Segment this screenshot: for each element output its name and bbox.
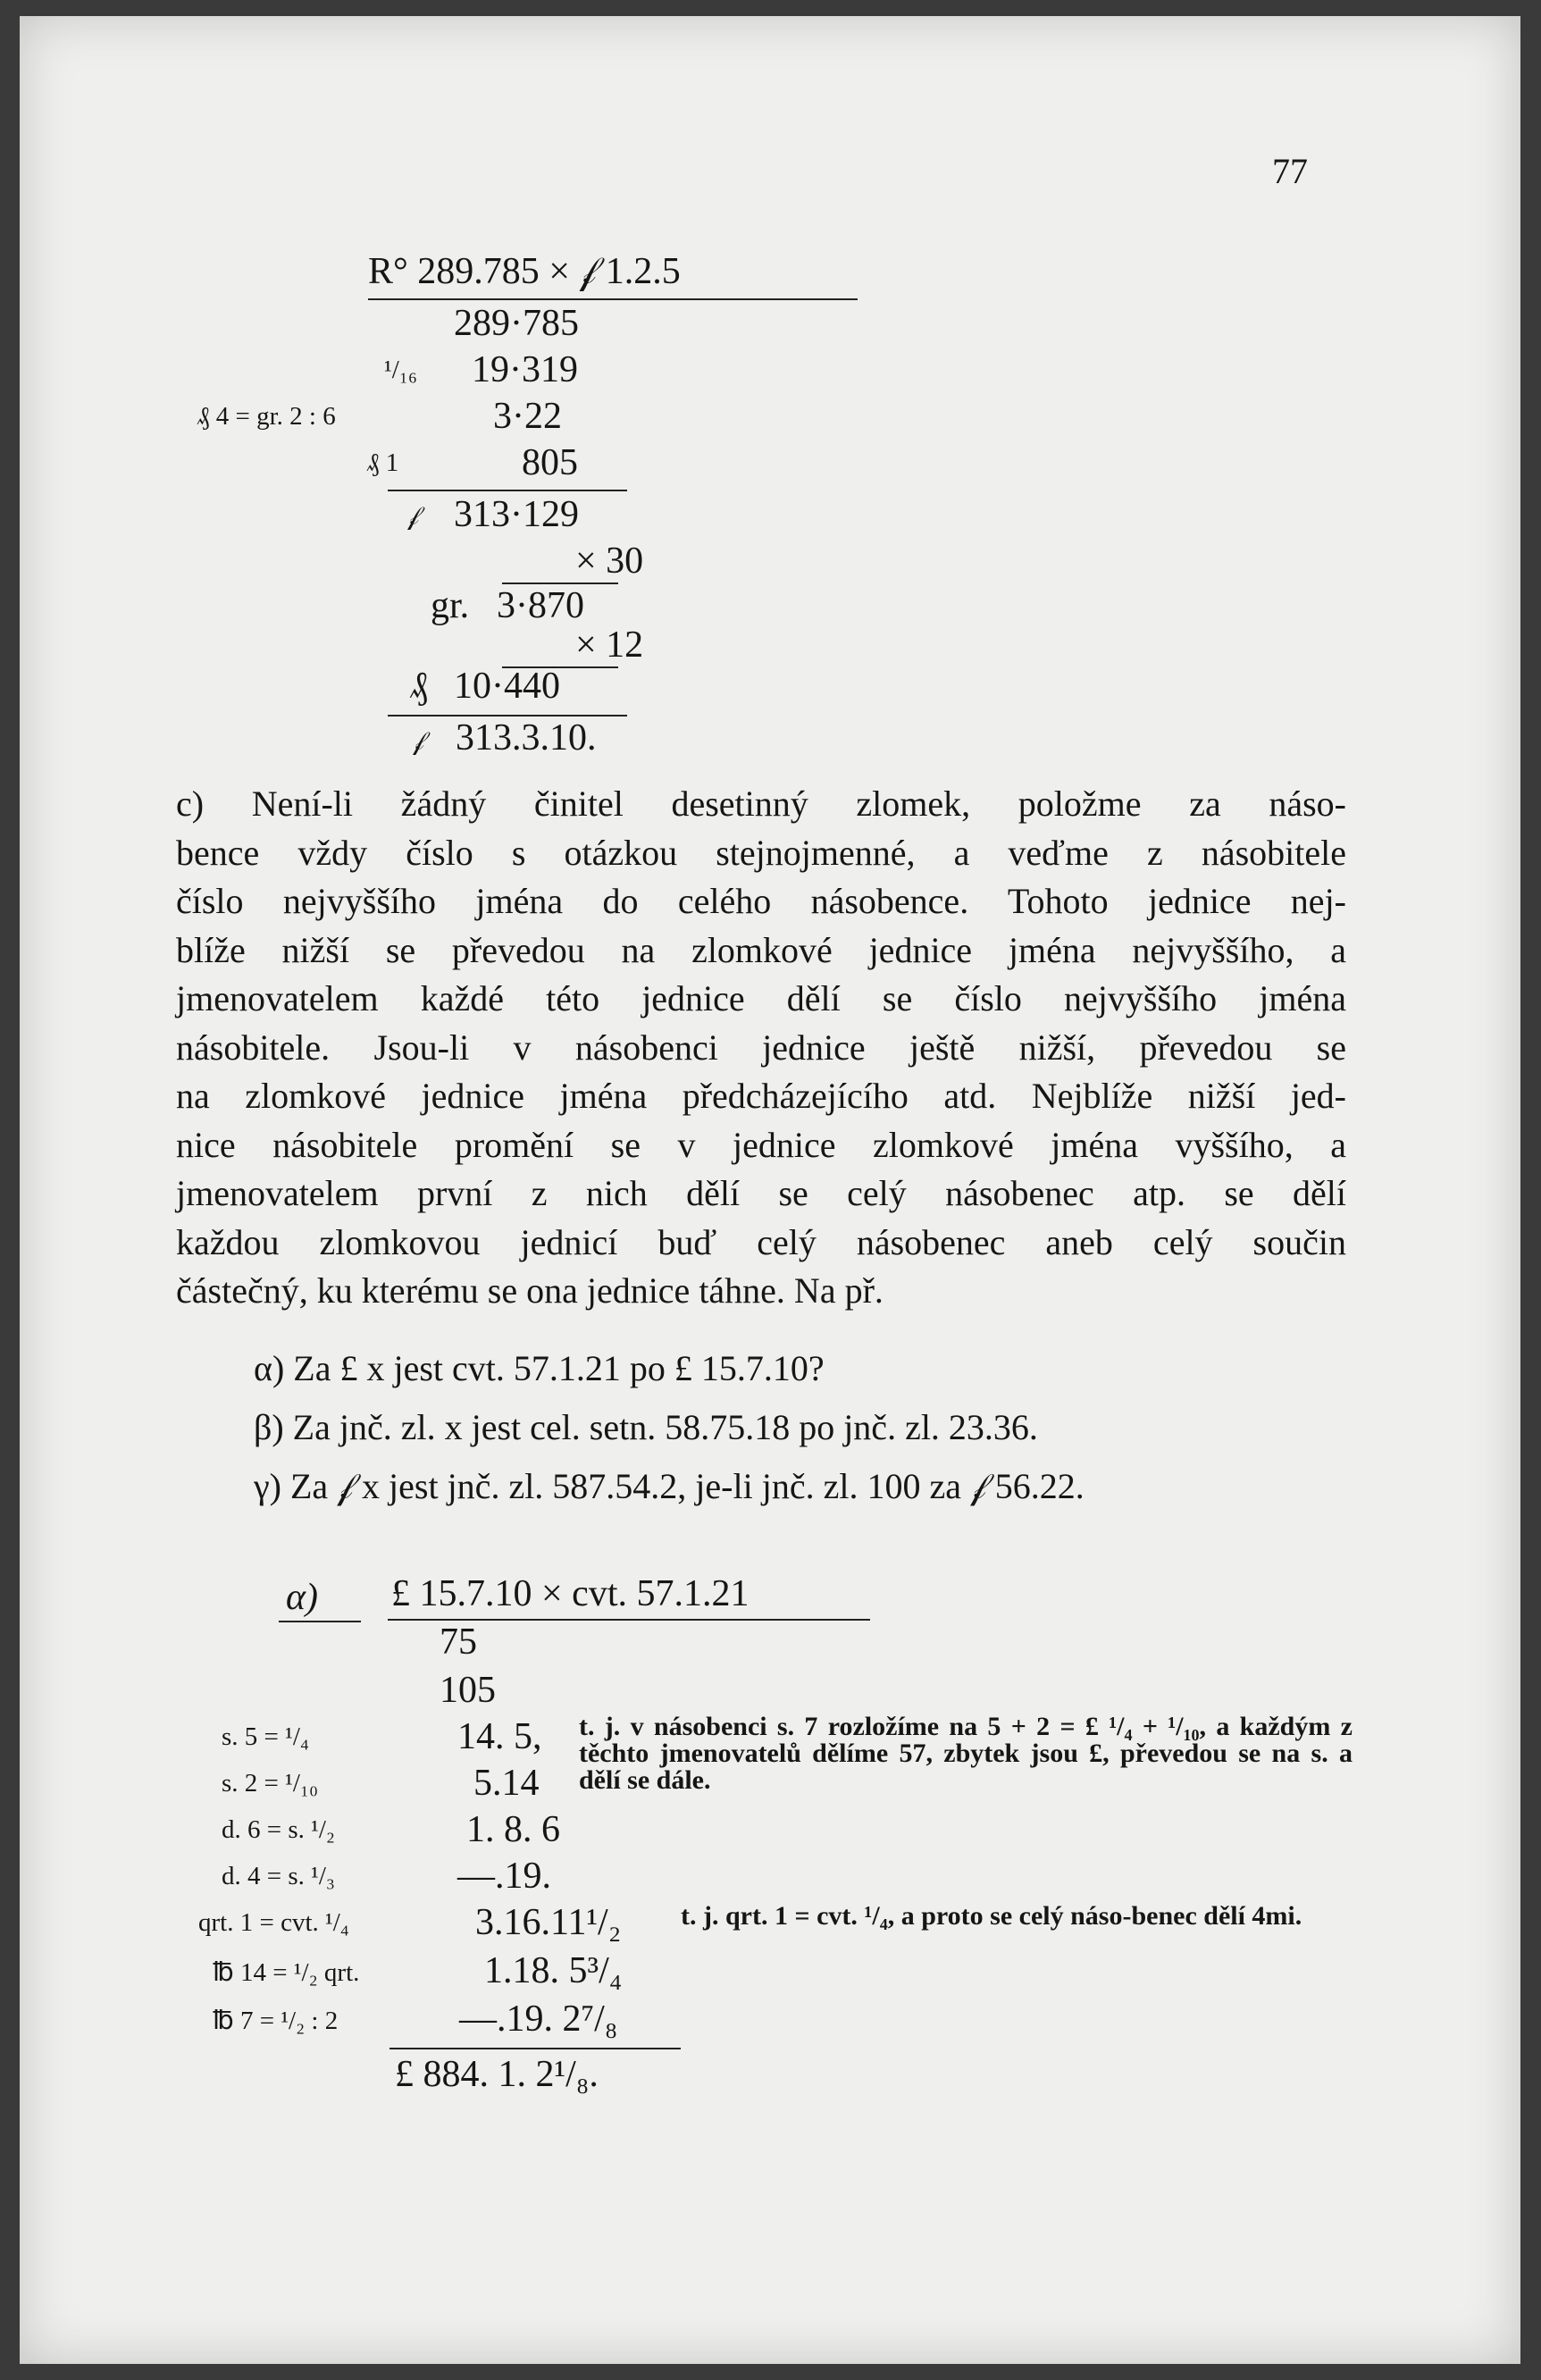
calc2-line-label: d. 6 = s. ¹/₂ bbox=[222, 1815, 336, 1844]
calc1-row-label: gr. bbox=[431, 585, 470, 626]
paragraph-c bbox=[176, 780, 1346, 1316]
paragraph-line: nice násobitele promění se v jednice zlomkové jména vyššího, a bbox=[176, 1124, 1346, 1165]
paragraph-line: číslo nejvyššího jména do celého násobence. Tohoto jednice nej- bbox=[176, 881, 1346, 921]
page-number: 77 bbox=[1272, 151, 1308, 191]
calc2-total-rule bbox=[389, 2048, 681, 2049]
question-alpha: α) Za £ x jest cvt. 57.1.21 po £ 15.7.10? bbox=[254, 1348, 825, 1388]
calc1-row-label: ₰ 4 = gr. 2 : 6 bbox=[197, 402, 336, 431]
paragraph-line: jmenovatelem každé této jednice dělí se číslo nejvyššího jména bbox=[176, 978, 1346, 1018]
calc2-label: α) bbox=[286, 1577, 319, 1618]
calc1-multiplier: × 12 bbox=[575, 624, 644, 666]
calc2-line-label: s. 2 = ¹/₁₀ bbox=[222, 1769, 319, 1798]
calc1-row-value: 3·870 bbox=[497, 585, 584, 626]
calc1-multiplier: × 30 bbox=[575, 541, 644, 582]
calc1-row-label: 𝒻 bbox=[407, 502, 419, 531]
calc2-line-value: —.19. 2⁷/₈ bbox=[459, 1999, 618, 2040]
calc1-row-value: 289·785 bbox=[454, 303, 579, 344]
calc1-header: R° 289.785 × 𝒻 1.2.5 bbox=[368, 251, 681, 292]
calc2-line-value: 1.18. 5³/₄ bbox=[484, 1950, 623, 1991]
calc2-line-value: 75 bbox=[440, 1622, 477, 1663]
calc2-label-underline bbox=[279, 1621, 361, 1622]
paragraph-line: blíže nižší se převedou na zlomkové jednice jména nejvyššího, a bbox=[176, 929, 1346, 970]
calc2-note-2: t. j. qrt. 1 = cvt. ¹/₄, a proto se celý náso-benec dělí 4mi. bbox=[681, 1901, 1302, 1931]
calc1-result: 313.3.10. bbox=[456, 717, 597, 758]
paragraph-line: c) Není-li žádný činitel desetinný zlomek, položme za náso- bbox=[176, 784, 1346, 824]
paragraph-line: jmenovatelem první z nich dělí se celý násobenec atp. se dělí bbox=[176, 1173, 1346, 1213]
question-beta: β) Za jnč. zl. x jest cel. setn. 58.75.18 po jnč. zl. 23.36. bbox=[254, 1407, 1038, 1447]
calc2-line-value: 105 bbox=[440, 1670, 496, 1711]
calc1-row-value: 313·129 bbox=[454, 494, 579, 535]
calc2-line-label: s. 5 = ¹/₄ bbox=[222, 1722, 310, 1751]
calc1-row-value: 19·319 bbox=[472, 349, 578, 390]
calc1-rule bbox=[388, 490, 627, 491]
calc1-row-value: 10·440 bbox=[454, 666, 560, 707]
calc1-row-label: 𝒻 bbox=[413, 727, 424, 756]
calc1-row-value: 805 bbox=[522, 442, 578, 483]
calc2-line-value: 3.16.11¹/₂ bbox=[475, 1902, 622, 1943]
calc1-row-label: ¹/₁₆ bbox=[384, 356, 417, 384]
calc2-line-label: ℔ 7 = ¹/₂ : 2 bbox=[213, 2007, 339, 2035]
paragraph-line: násobitele. Jsou-li v násobenci jednice ještě nižší, převedou se bbox=[176, 1027, 1346, 1068]
paragraph-line: bence vždy číslo s otázkou stejnojmenné, a veďme z násobitele bbox=[176, 832, 1346, 873]
calc1-row-label: ₰ bbox=[409, 666, 428, 707]
paragraph-line: částečný, ku kterému se ona jednice táhne. Na př. bbox=[176, 1270, 884, 1311]
paragraph-line: na zlomkové jednice jména předcházejícího atd. Nejblíže nižší jed- bbox=[176, 1076, 1346, 1116]
calc2-line-value: 14. 5, bbox=[457, 1716, 542, 1757]
calc2-line-value: 1. 8. 6 bbox=[466, 1809, 560, 1850]
calc2-note-1: t. j. v násobenci s. 7 rozložíme na 5 + 2 = £ ¹/₄ + ¹/₁₀, a každým z těchto jmenovatelů dělíme 57, zbytek jsou £, převedou se na s. a dělí se dále. bbox=[579, 1712, 1353, 1795]
paragraph-line: každou zlomkovou jednicí buď celý násobenec aneb celý součin bbox=[176, 1221, 1346, 1262]
calc2-line-label: ℔ 14 = ¹/₂ qrt. bbox=[213, 1958, 360, 1987]
calc1-header-rule bbox=[368, 298, 858, 300]
calc2-header: £ 15.7.10 × cvt. 57.1.21 bbox=[391, 1573, 750, 1614]
calc1-row-value: 3·22 bbox=[493, 396, 562, 437]
calc2-line-label: qrt. 1 = cvt. ¹/₄ bbox=[198, 1908, 349, 1937]
calc2-total: £ 884. 1. 2¹/₈. bbox=[395, 2054, 599, 2095]
book-page bbox=[20, 16, 1520, 2364]
calc2-line-value: 5.14 bbox=[473, 1763, 540, 1804]
calc2-line-label: d. 4 = s. ¹/₃ bbox=[222, 1862, 336, 1890]
question-gamma: γ) Za 𝒻 x jest jnč. zl. 587.54.2, je-li jnč. zl. 100 za 𝒻 56.22. bbox=[254, 1466, 1085, 1506]
calc2-line-value: —.19. bbox=[457, 1856, 551, 1897]
calc1-row-label: ₰ 1 bbox=[366, 448, 399, 477]
